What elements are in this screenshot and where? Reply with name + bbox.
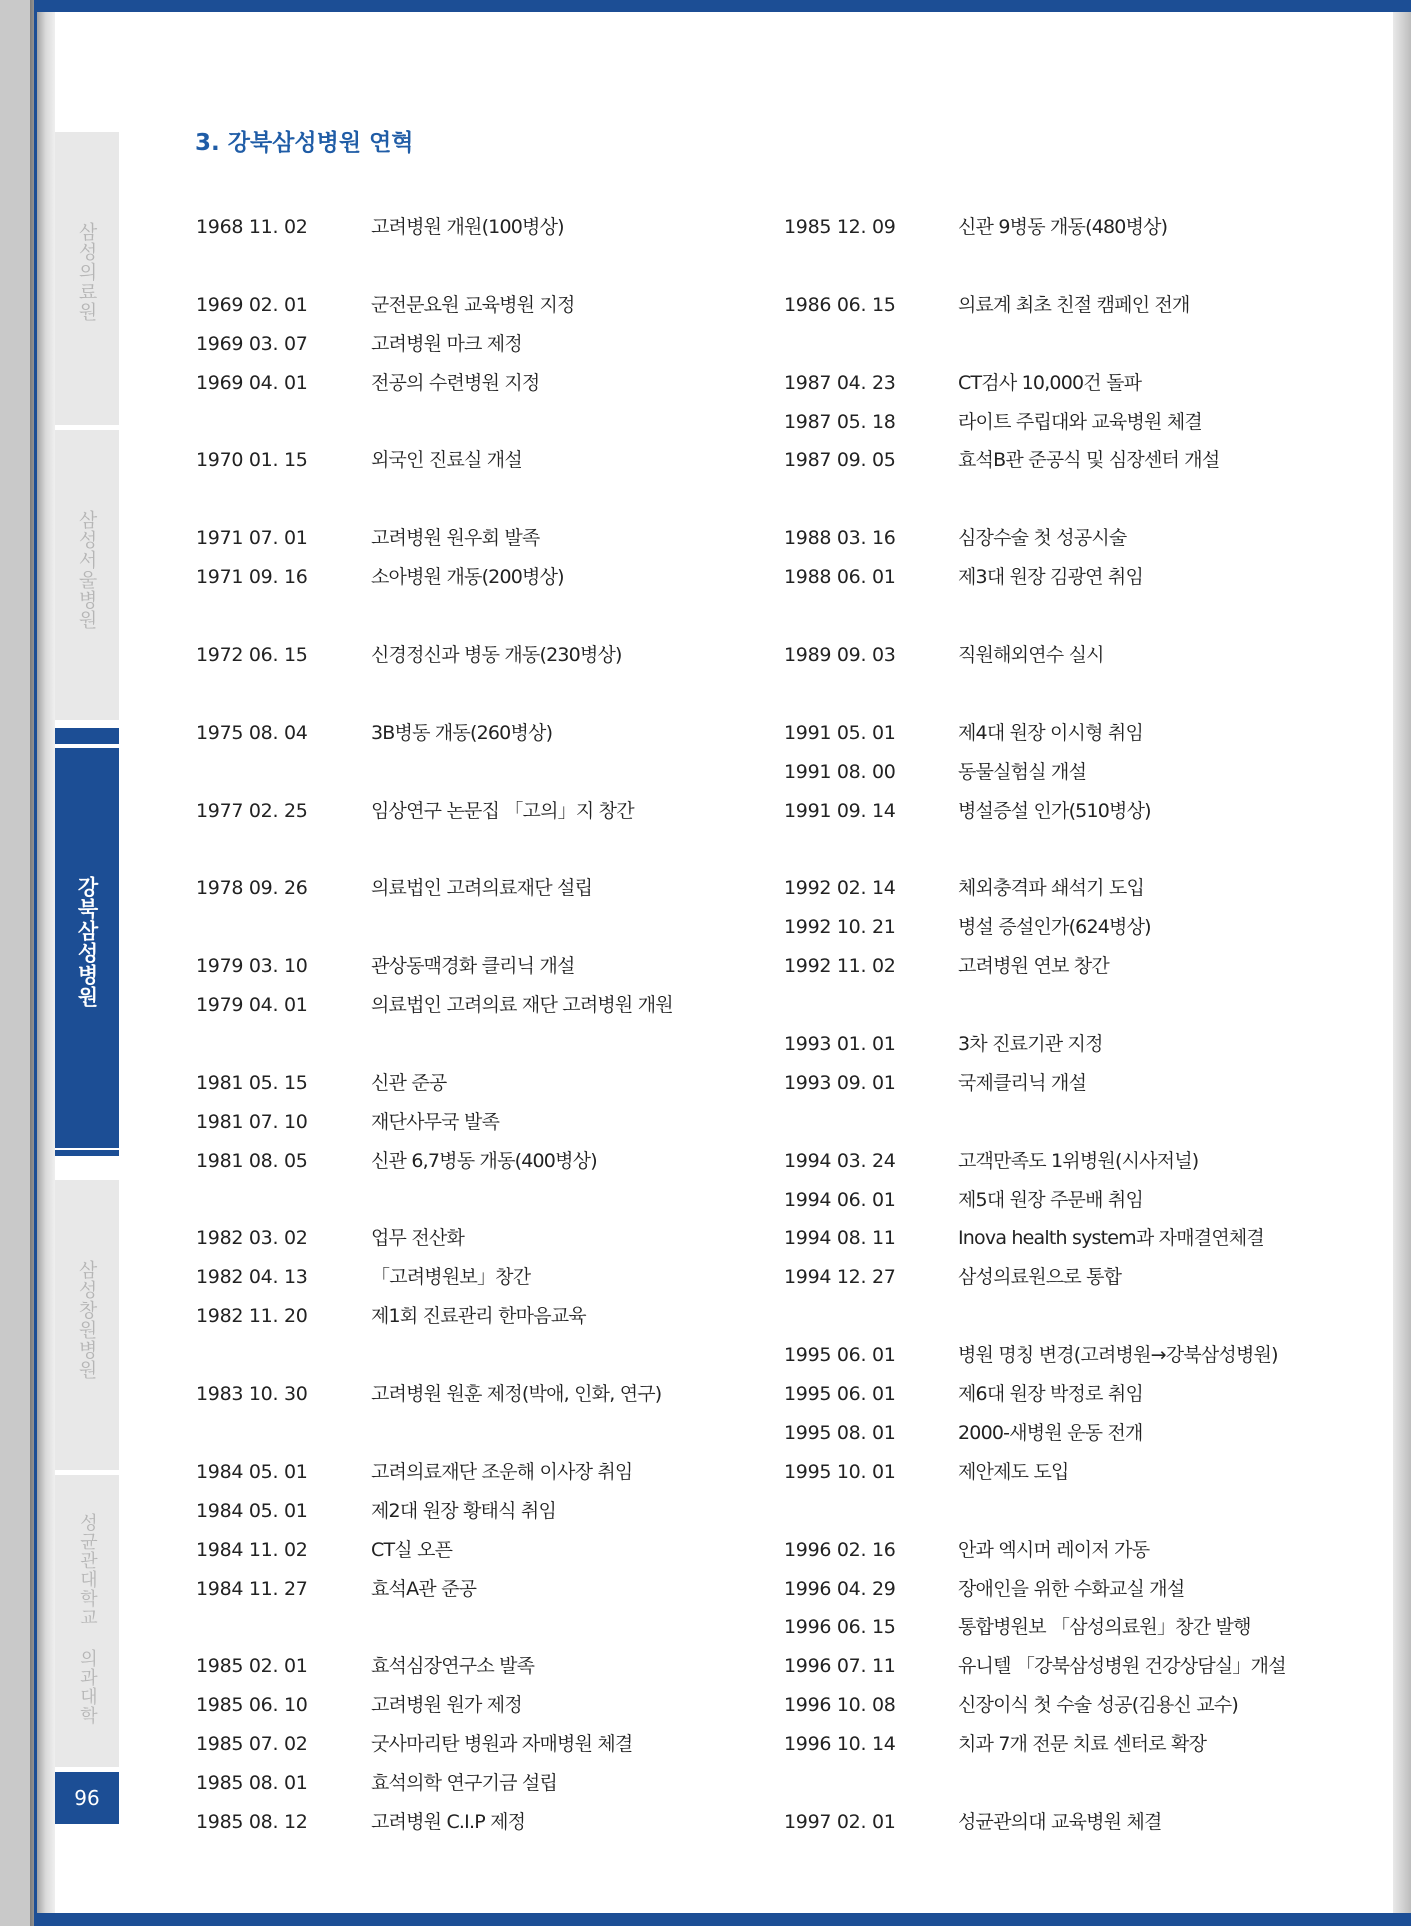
entry-event: 고려병원 C.I.P 제정 bbox=[371, 1810, 526, 1833]
entry-event: 제6대 원장 박정로 취임 bbox=[958, 1383, 1143, 1405]
entry-event: 라이트 주립대와 교육병원 체결 bbox=[958, 410, 1202, 433]
entry-date: 1979 04. 01 bbox=[196, 994, 308, 1016]
entry-date: 1972 06. 15 bbox=[196, 643, 308, 666]
entry-event: 제2대 원장 황태식 취임 bbox=[371, 1499, 556, 1522]
entry-date: 1977 02. 25 bbox=[196, 799, 308, 822]
entry-date: 1994 06. 01 bbox=[784, 1188, 896, 1211]
entry-event: 효석B관 준공식 및 심장센터 개설 bbox=[958, 449, 1220, 472]
entry-date: 1981 05. 15 bbox=[196, 1071, 308, 1094]
entry-date: 1982 04. 13 bbox=[196, 1266, 308, 1289]
entry-date: 1985 06. 10 bbox=[196, 1694, 308, 1717]
entry-event: CT검사 10,000건 돌파 bbox=[958, 371, 1142, 394]
side-tab-label: 삼성서울병원 bbox=[75, 510, 98, 630]
entry-date: 1970 01. 15 bbox=[196, 449, 308, 472]
entry-event: 유니텔 「강북삼성병원 건강상담실」개설 bbox=[958, 1655, 1286, 1678]
entry-date: 1985 02. 01 bbox=[196, 1655, 308, 1678]
page-number: 96 bbox=[55, 1772, 119, 1824]
entry-date: 1969 02. 01 bbox=[196, 293, 308, 316]
entry-event: 재단사무국 발족 bbox=[371, 1110, 500, 1133]
entry-event: 치과 7개 전문 치료 센터로 확장 bbox=[958, 1733, 1207, 1756]
entry-event: 의료법인 고려의료재단 설립 bbox=[371, 877, 593, 900]
entry-event: 직원해외연수 실시 bbox=[958, 643, 1104, 666]
entry-date: 1994 12. 27 bbox=[784, 1266, 896, 1289]
entry-event: 체외충격파 쇄석기 도입 bbox=[958, 877, 1145, 900]
side-tab-skku-medicine bbox=[55, 1475, 119, 1767]
entry-date: 1991 08. 00 bbox=[784, 760, 896, 783]
entry-event: 병원 명칭 변경(고려병원→강북삼성병원) bbox=[958, 1344, 1278, 1367]
page-edge bbox=[1393, 0, 1411, 1926]
entry-date: 1979 03. 10 bbox=[196, 955, 308, 978]
entry-date: 1985 07. 02 bbox=[196, 1733, 308, 1756]
entry-event: 장애인을 위한 수화교실 개설 bbox=[958, 1577, 1185, 1600]
side-tab-samsung-medical-center bbox=[55, 132, 119, 425]
entry-event: 안과 엑시머 레이저 가동 bbox=[958, 1538, 1150, 1561]
side-tab-label: 삼성창원병원 bbox=[75, 1260, 98, 1380]
entry-event: 국제클리닉 개설 bbox=[958, 1071, 1087, 1094]
entry-event: 고려병원 원가 제정 bbox=[371, 1694, 522, 1717]
entry-date: 1971 07. 01 bbox=[196, 527, 308, 550]
entry-event: 효석의학 연구기금 설립 bbox=[371, 1772, 558, 1794]
entry-event: 고객만족도 1위병원(시사저널) bbox=[958, 1149, 1199, 1172]
entry-date: 1969 03. 07 bbox=[196, 332, 308, 355]
entry-event: 3차 진료기관 지정 bbox=[958, 1032, 1103, 1055]
entry-event: 고려병원 개원(100병상) bbox=[371, 216, 564, 238]
entry-date: 1984 05. 01 bbox=[196, 1460, 308, 1483]
entry-event: 전공의 수련병원 지정 bbox=[371, 371, 540, 394]
entry-date: 1975 08. 04 bbox=[196, 721, 308, 744]
entry-date: 1987 04. 23 bbox=[784, 371, 896, 394]
entry-event: 소아병원 개동(200병상) bbox=[371, 566, 564, 589]
entry-event: 2000-새병원 운동 전개 bbox=[958, 1421, 1143, 1444]
entry-event: 임상연구 논문집 「고의」지 창간 bbox=[371, 799, 634, 822]
entry-date: 1996 10. 14 bbox=[784, 1733, 896, 1756]
entry-date: 1985 12. 09 bbox=[784, 216, 896, 238]
entry-event: 심장수술 첫 성공시술 bbox=[958, 527, 1127, 550]
entry-date: 1993 01. 01 bbox=[784, 1032, 896, 1055]
entry-date: 1984 11. 27 bbox=[196, 1577, 308, 1600]
entry-date: 1968 11. 02 bbox=[196, 216, 308, 238]
entry-date: 1992 10. 21 bbox=[784, 916, 896, 939]
entry-date: 1987 09. 05 bbox=[784, 449, 896, 472]
entry-event: 신관 9병동 개동(480병상) bbox=[958, 216, 1168, 238]
entry-date: 1982 11. 20 bbox=[196, 1305, 308, 1328]
top-accent-bar bbox=[34, 0, 1411, 12]
entry-date: 1996 02. 16 bbox=[784, 1538, 896, 1561]
bottom-accent-bar bbox=[34, 1913, 1411, 1926]
entry-event: Inova health system과 자매결연체결 bbox=[958, 1227, 1264, 1250]
entry-event: 효석A관 준공 bbox=[371, 1577, 477, 1600]
entry-date: 1984 11. 02 bbox=[196, 1538, 308, 1561]
entry-date: 1981 07. 10 bbox=[196, 1110, 308, 1133]
entry-date: 1982 03. 02 bbox=[196, 1227, 308, 1250]
entry-date: 1986 06. 15 bbox=[784, 293, 896, 316]
side-tab-samsung-seoul-hospital bbox=[55, 430, 119, 720]
entry-event: 성균관의대 교육병원 체결 bbox=[958, 1810, 1162, 1833]
entry-date: 1994 03. 24 bbox=[784, 1149, 896, 1172]
section-title: 3. 강북삼성병원 연혁 bbox=[195, 130, 414, 156]
entry-event: 관상동맥경화 클리닉 개설 bbox=[371, 955, 575, 978]
entry-date: 1988 03. 16 bbox=[784, 527, 896, 550]
entry-event: 3B병동 개동(260병상) bbox=[371, 721, 553, 744]
entry-date: 1981 08. 05 bbox=[196, 1149, 308, 1172]
entry-event: 제3대 원장 김광연 취임 bbox=[958, 566, 1143, 589]
entry-event: 효석심장연구소 발족 bbox=[371, 1655, 535, 1678]
entry-date: 1995 06. 01 bbox=[784, 1383, 896, 1405]
entry-event: 굿사마리탄 병원과 자매병원 체결 bbox=[371, 1733, 633, 1756]
entry-date: 1992 02. 14 bbox=[784, 877, 896, 900]
entry-event: CT실 오픈 bbox=[371, 1538, 453, 1561]
entry-date: 1996 07. 11 bbox=[784, 1655, 896, 1678]
entry-event: 제1회 진료관리 한마음교육 bbox=[371, 1305, 586, 1328]
entry-event: 병설증설 인가(510병상) bbox=[958, 799, 1151, 822]
entry-date: 1971 09. 16 bbox=[196, 566, 308, 589]
side-tab-kangbuk-samsung-hospital bbox=[55, 748, 119, 1148]
entry-date: 1988 06. 01 bbox=[784, 566, 896, 589]
entry-event: 삼성의료원으로 통합 bbox=[958, 1266, 1122, 1289]
left-accent-rule bbox=[34, 0, 37, 1926]
entry-date: 1995 10. 01 bbox=[784, 1460, 896, 1483]
entry-event: 신경정신과 병동 개동(230병상) bbox=[371, 643, 622, 666]
entry-date: 1996 10. 08 bbox=[784, 1694, 896, 1717]
entry-event: 동물실험실 개설 bbox=[958, 760, 1087, 783]
entry-date: 1987 05. 18 bbox=[784, 410, 896, 433]
entry-event: 고려병원 원훈 제정(박애, 인화, 연구) bbox=[371, 1383, 662, 1405]
entry-event: 통합병원보 「삼성의료원」창간 발행 bbox=[958, 1616, 1251, 1639]
entry-date: 1996 04. 29 bbox=[784, 1577, 896, 1600]
entry-event: 외국인 진료실 개설 bbox=[371, 449, 522, 472]
entry-date: 1991 09. 14 bbox=[784, 799, 896, 822]
active-tab-cap bbox=[55, 728, 119, 744]
entry-event: 제안제도 도입 bbox=[958, 1460, 1069, 1483]
entry-event: 제4대 원장 이시형 취임 bbox=[958, 721, 1143, 744]
entry-event: 신관 준공 bbox=[371, 1071, 447, 1094]
entry-event: 의료계 최초 친절 캠페인 전개 bbox=[958, 293, 1190, 316]
entry-event: 고려의료재단 조운해 이사장 취임 bbox=[371, 1460, 633, 1483]
entry-date: 1992 11. 02 bbox=[784, 955, 896, 978]
entry-event: 고려병원 마크 제정 bbox=[371, 332, 522, 355]
entry-date: 1994 08. 11 bbox=[784, 1227, 896, 1250]
entry-event: 병설 증설인가(624병상) bbox=[958, 916, 1151, 939]
entry-event: 신장이식 첫 수술 성공(김용신 교수) bbox=[958, 1694, 1238, 1717]
entry-date: 1995 06. 01 bbox=[784, 1344, 896, 1367]
entry-date: 1996 06. 15 bbox=[784, 1616, 896, 1639]
entry-date: 1984 05. 01 bbox=[196, 1499, 308, 1522]
side-tab-label: 강북삼성병원 bbox=[75, 876, 99, 1008]
entry-date: 1991 05. 01 bbox=[784, 721, 896, 744]
entry-date: 1983 10. 30 bbox=[196, 1383, 308, 1405]
entry-date: 1985 08. 12 bbox=[196, 1810, 308, 1833]
entry-date: 1969 04. 01 bbox=[196, 371, 308, 394]
side-tab-samsung-changwon-hospital bbox=[55, 1180, 119, 1470]
side-tab-label: 성균관대학교 의과대학 bbox=[77, 1513, 98, 1725]
entry-event: 고려병원 연보 창간 bbox=[958, 955, 1109, 978]
entry-event: 「고려병원보」창간 bbox=[371, 1266, 531, 1289]
entry-event: 군전문요원 교육병원 지정 bbox=[371, 293, 575, 316]
entry-event: 의료법인 고려의료 재단 고려병원 개원 bbox=[371, 994, 673, 1016]
side-tab-label: 삼성의료원 bbox=[75, 222, 98, 322]
entry-date: 1978 09. 26 bbox=[196, 877, 308, 900]
entry-date: 1993 09. 01 bbox=[784, 1071, 896, 1094]
entry-event: 고려병원 원우회 발족 bbox=[371, 527, 540, 550]
entry-event: 신관 6,7병동 개동(400병상) bbox=[371, 1149, 597, 1172]
entry-date: 1997 02. 01 bbox=[784, 1810, 896, 1833]
entry-event: 업무 전산화 bbox=[371, 1227, 465, 1250]
active-tab-cap bbox=[55, 1150, 119, 1156]
entry-date: 1995 08. 01 bbox=[784, 1421, 896, 1444]
entry-date: 1989 09. 03 bbox=[784, 643, 896, 666]
entry-event: 제5대 원장 주문배 취임 bbox=[958, 1188, 1143, 1211]
entry-date: 1985 08. 01 bbox=[196, 1772, 308, 1794]
